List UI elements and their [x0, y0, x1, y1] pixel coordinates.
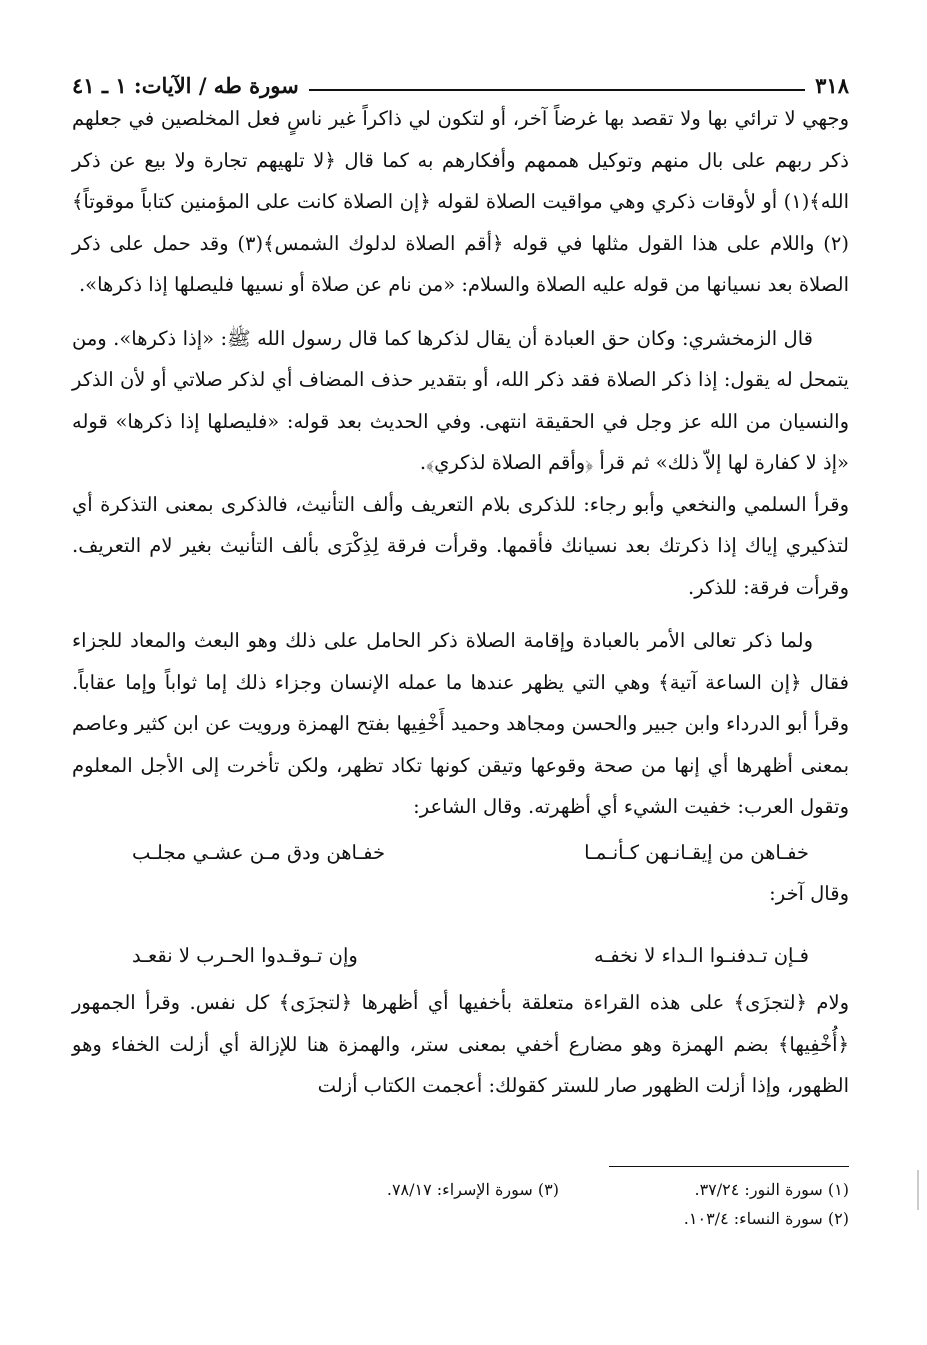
verse-2-second-hemistich: وإن تـوقـدوا الحـرب لا نقعـد	[132, 943, 358, 967]
paragraph-4: ولما ذكر تعالى الأمر بالعبادة وإقامة الصلاة ذكر الحامل على ذلك وهو البعث والمعاد للجزاء فقال ﴿إن الساعة آتية﴾ وهي التي يظهر عندها ما عمله الإنسان وجزاء ذلك إما ثواباً وإما عقاباً. وقرأ أبو الدرداء وابن جبير والحسن ومجاهد وحميد أَخْفِيها بفتح الهمزة ورويت عن ابن كثير وعاصم بمعنى أظهرها أي إنها من صحة وقوعها وتيقن كونها تكاد تظهر، ولكن تأخرت إلى الأجل المعلوم وتقول العرب: خفيت الشيء أي أظهرته. وقال الشاعر:	[72, 629, 849, 818]
running-head: سورة طه / الآيات: ١ ـ ٤١	[72, 73, 299, 98]
main-text	[72, 98, 849, 1107]
footnote-row-1	[72, 1175, 849, 1204]
paragraph-3: وقرأ السلمي والنخعي وأبو رجاء: للذكرى بلام التعريف وألف التأنيث، فالذكرى بمعنى التذكرة أي لتذكيري إياك إذا ذكرتك بعد نسيانك فأقمها. وقرأت فرقة لِذِكْرَى بألف التأنيث بغير لام التعريف. وقرأت فرقة: للذكر.	[72, 492, 849, 599]
verse-1-first-hemistich: خفـاهن من إيقـانـهن كـأنـمـا	[584, 840, 809, 864]
page-header	[72, 66, 849, 98]
header-rule	[309, 89, 805, 91]
verse-1-second-hemistich: خفـاهن ودق مـن عشـي مجلـب	[132, 840, 386, 864]
footnote-2: (٢) سورة النساء: ١٠٣/٤.	[683, 1209, 849, 1228]
paragraph-5: ولام ﴿لتجزَى﴾ على هذه القراءة متعلقة بأخفيها أي أظهرها ﴿لتجزَى﴾ كل نفس. وقرأ الجمهور ﴿أُخْفِيها﴾ بضم الهمزة وهو مضارع أخفي بمعنى ستر، والهمزة هنا للإزالة أي أزلت الخفاء وهو الظهور، وإذا أزلت الظهور صار للستر كقولك: أعجمت الكتاب أزلت	[72, 991, 849, 1097]
paragraph-1: وجهي لا ترائي بها ولا تقصد بها غرضاً آخر، أو لتكون لي ذاكراً غير ناسٍ فعل المخلصين في جعلهم ذكر ربهم على بال منهم وتوكيل هممهم وأفكارهم به كما قال ﴿لا تلهيهم تجارة ولا بيع عن ذكر الله﴾(١) أو لأوقات ذكري وهي مواقيت الصلاة لقوله ﴿إن الصلاة كانت على المؤمنين كتاباً موقوتاً﴾(٢) واللام على هذا القول مثلها في قوله ﴿أقم الصلاة لدلوك الشمس﴾(٣) وقد حمل على ذكر الصلاة بعد نسيانها من قوله عليه الصلاة والسلام: «من نام عن صلاة أو نسيها فليصلها إذا ذكرها».	[72, 107, 849, 296]
verse-2-first-hemistich: فـإن تـدفنـوا الـداء لا نخفـه	[594, 943, 809, 967]
footnote-row-2	[72, 1204, 849, 1233]
page-number: ٣١٨	[815, 73, 849, 98]
footnotes	[72, 1166, 849, 1233]
paragraph-2: قال الزمخشري: وكان حق العبادة أن يقال لذكرها كما قال رسول الله ﷺ: «إذا ذكرها». ومن يتمحل له يقول: إذا ذكر الصلاة فقد ذكر الله، أو بتقدير حذف المضاف أي لذكر صلاتي أو لأن الذكر والنسيان من الله عز وجل في الحقيقة انتهى. وفي الحديث بعد قوله: «فليصلها إذا ذكرها» قوله «إذ لا كفارة لها إلاّ ذلك» ثم قرأ ﴿وأقم الصلاة لذكري﴾.	[72, 326, 849, 474]
poetry-verse-2	[72, 935, 849, 977]
scan-margin-mark	[917, 1170, 919, 1210]
verse-intro: وقال آخر:	[769, 882, 849, 905]
poetry-verse-1	[72, 832, 849, 874]
footnote-rule	[609, 1166, 849, 1167]
footnote-1: (١) سورة النور: ٣٧/٢٤.	[694, 1180, 849, 1199]
footnote-3: (٣) سورة الإسراء: ٧٨/١٧.	[386, 1180, 559, 1199]
